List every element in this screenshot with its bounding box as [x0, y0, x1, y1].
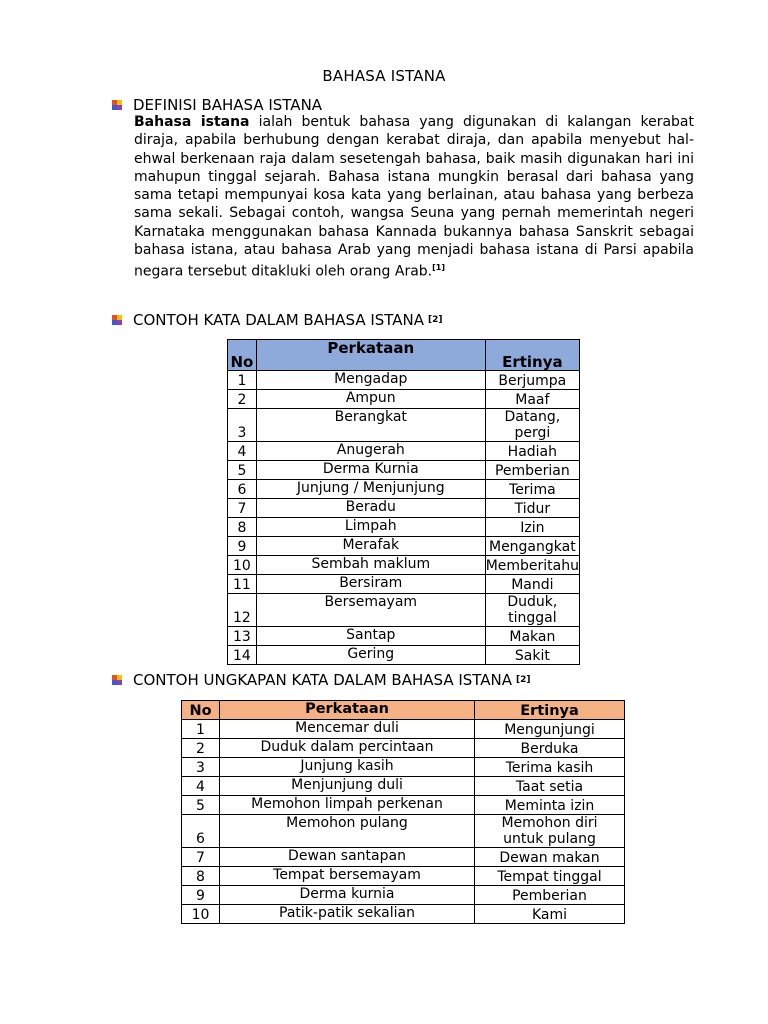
row-number: 3	[228, 409, 257, 442]
row-number: 1	[182, 720, 220, 739]
table-row	[228, 594, 580, 627]
section-heading-contoh-kata	[112, 311, 443, 329]
ertinya-cell: Izin	[485, 518, 579, 537]
ertinya-cell: Hadiah	[485, 442, 579, 461]
row-number: 12	[228, 594, 257, 627]
ertinya-cell: Duduk, tinggal	[485, 594, 579, 627]
row-number: 4	[228, 442, 257, 461]
row-number: 2	[182, 739, 220, 758]
table-row	[228, 575, 580, 594]
table-row	[182, 758, 625, 777]
table-row	[228, 499, 580, 518]
heading-text: CONTOH UNGKAPAN KATA DALAM BAHASA ISTANA	[133, 671, 513, 689]
table-row	[228, 409, 580, 442]
page-title: BAHASA ISTANA	[322, 67, 446, 85]
perkataan-cell: Berangkat	[256, 409, 485, 442]
table-row	[182, 886, 625, 905]
table-row	[182, 867, 625, 886]
heading-text: CONTOH KATA DALAM BAHASA ISTANA	[133, 311, 425, 329]
table-row	[182, 796, 625, 815]
bullet-icon	[112, 675, 122, 685]
perkataan-cell: Ampun	[256, 390, 485, 409]
table-header-row	[228, 340, 580, 371]
perkataan-cell: Memohon pulang	[220, 815, 475, 848]
row-number: 11	[228, 575, 257, 594]
perkataan-cell: Sembah maklum	[256, 556, 485, 575]
section-heading-definisi	[112, 96, 322, 114]
table-row	[228, 537, 580, 556]
perkataan-cell: Derma Kurnia	[256, 461, 485, 480]
column-header-no: No	[228, 340, 257, 371]
ertinya-cell: Dewan makan	[475, 848, 625, 867]
reference-2[interactable]: [2]	[428, 315, 443, 325]
row-number: 6	[228, 480, 257, 499]
bullet-icon	[112, 100, 122, 110]
table-row	[182, 848, 625, 867]
table-row	[228, 390, 580, 409]
perkataan-cell: Tempat bersemayam	[220, 867, 475, 886]
ertinya-cell: Berjumpa	[485, 371, 579, 390]
perkataan-cell: Santap	[256, 627, 485, 646]
column-header-no: No	[182, 701, 220, 720]
perkataan-cell: Gering	[256, 646, 485, 665]
table-row	[228, 461, 580, 480]
table-row	[228, 556, 580, 575]
row-number: 8	[228, 518, 257, 537]
ertinya-cell: Meminta izin	[475, 796, 625, 815]
bullet-icon	[112, 315, 122, 325]
ertinya-cell: Maaf	[485, 390, 579, 409]
row-number: 7	[228, 499, 257, 518]
perkataan-cell: Duduk dalam percintaan	[220, 739, 475, 758]
ertinya-cell: Memohon diri untuk pulang	[475, 815, 625, 848]
table-header-row	[182, 701, 625, 720]
table-row	[228, 646, 580, 665]
row-number: 5	[182, 796, 220, 815]
table-row	[228, 442, 580, 461]
perkataan-cell: Junjung kasih	[220, 758, 475, 777]
ertinya-cell: Mengangkat	[485, 537, 579, 556]
column-header-ertinya: Ertinya	[485, 340, 579, 371]
row-number: 1	[228, 371, 257, 390]
section-heading-contoh-ungkapan	[112, 671, 531, 689]
reference-1[interactable]: [1]	[432, 263, 446, 273]
perkataan-cell: Mencemar duli	[220, 720, 475, 739]
ertinya-cell: Taat setia	[475, 777, 625, 796]
perkataan-cell: Bersemayam	[256, 594, 485, 627]
row-number: 10	[182, 905, 220, 924]
table-row	[228, 480, 580, 499]
definition-text: ialah bentuk bahasa yang digunakan di kalangan kerabat diraja, apabila berhubung dengan kerabat diraja, dan apabila menyebut hal-ehwal berkenaan raja dalam sesetengah bahasa, baik masih digunakan hari ini mahupun tinggal sejarah. Bahasa istana mungkin berasal dari bahasa yang sama tetapi mempunyai kosa kata yang berlainan, atau bahasa yang berbeza sama sekali. Sebagai contoh, wangsa Seuna yang pernah memerintah negeri Karnataka menggunakan bahasa Kannada bukannya bahasa Sanskrit sebagai bahasa istana, atau bahasa Arab yang menjadi bahasa istana di Parsi apabila negara tersebut ditakluki oleh orang Arab.	[134, 114, 694, 281]
perkataan-cell: Junjung / Menjunjung	[256, 480, 485, 499]
ertinya-cell: Kami	[475, 905, 625, 924]
table-row	[182, 720, 625, 739]
row-number: 2	[228, 390, 257, 409]
perkataan-cell: Memohon limpah perkenan	[220, 796, 475, 815]
column-header-perkataan: Perkataan	[220, 701, 475, 720]
table-row	[182, 739, 625, 758]
perkataan-cell: Merafak	[256, 537, 485, 556]
ertinya-cell: Datang, pergi	[485, 409, 579, 442]
ertinya-cell: Tidur	[485, 499, 579, 518]
ertinya-cell: Berduka	[475, 739, 625, 758]
perkataan-cell: Dewan santapan	[220, 848, 475, 867]
row-number: 9	[228, 537, 257, 556]
table-row	[182, 777, 625, 796]
ertinya-cell: Mengunjungi	[475, 720, 625, 739]
perkataan-cell: Patik-patik sekalian	[220, 905, 475, 924]
row-number: 14	[228, 646, 257, 665]
table-row	[228, 371, 580, 390]
column-header-perkataan: Perkataan	[256, 340, 485, 371]
definition-paragraph	[134, 113, 694, 281]
ertinya-cell: Terima	[485, 480, 579, 499]
ertinya-cell: Pemberian	[485, 461, 579, 480]
ertinya-cell: Pemberian	[475, 886, 625, 905]
ertinya-cell: Makan	[485, 627, 579, 646]
table-row	[182, 905, 625, 924]
row-number: 10	[228, 556, 257, 575]
row-number: 4	[182, 777, 220, 796]
row-number: 3	[182, 758, 220, 777]
row-number: 5	[228, 461, 257, 480]
ertinya-cell: Mandi	[485, 575, 579, 594]
row-number: 6	[182, 815, 220, 848]
row-number: 8	[182, 867, 220, 886]
words-table	[227, 339, 580, 665]
perkataan-cell: Limpah	[256, 518, 485, 537]
phrases-table	[181, 700, 625, 924]
row-number: 9	[182, 886, 220, 905]
ertinya-cell: Sakit	[485, 646, 579, 665]
table-row	[182, 815, 625, 848]
reference-2[interactable]: [2]	[516, 675, 531, 685]
row-number: 13	[228, 627, 257, 646]
perkataan-cell: Bersiram	[256, 575, 485, 594]
heading-text: DEFINISI BAHASA ISTANA	[133, 96, 323, 114]
perkataan-cell: Anugerah	[256, 442, 485, 461]
table-row	[228, 627, 580, 646]
ertinya-cell: Terima kasih	[475, 758, 625, 777]
row-number: 7	[182, 848, 220, 867]
table-row	[228, 518, 580, 537]
perkataan-cell: Beradu	[256, 499, 485, 518]
ertinya-cell: Memberitahu	[485, 556, 579, 575]
perkataan-cell: Mengadap	[256, 371, 485, 390]
definition-term: Bahasa istana	[134, 114, 250, 130]
column-header-ertinya: Ertinya	[475, 701, 625, 720]
perkataan-cell: Derma kurnia	[220, 886, 475, 905]
perkataan-cell: Menjunjung duli	[220, 777, 475, 796]
ertinya-cell: Tempat tinggal	[475, 867, 625, 886]
